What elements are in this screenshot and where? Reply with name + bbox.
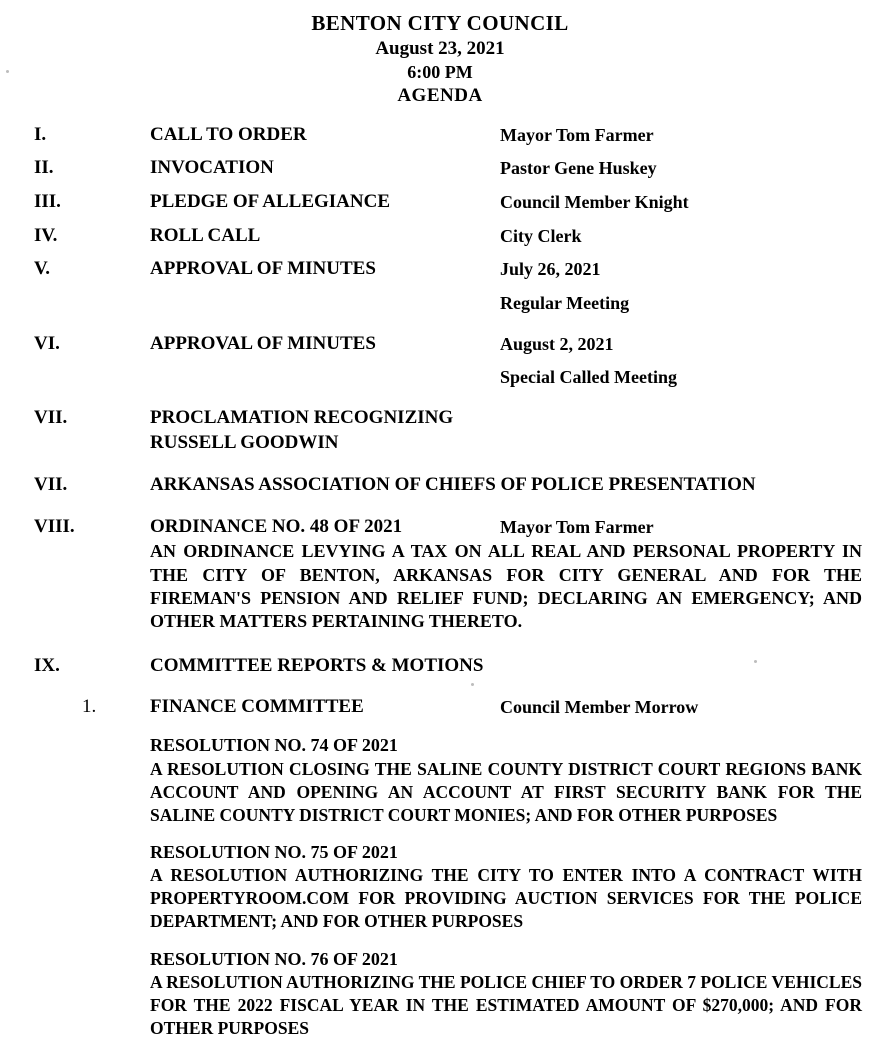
item-assignee: Mayor Tom Farmer bbox=[500, 515, 862, 539]
item-subject: CALL TO ORDER bbox=[150, 123, 500, 148]
item-assignee: Mayor Tom Farmer bbox=[500, 123, 862, 147]
meeting-time: 6:00 PM bbox=[0, 61, 880, 84]
item-subject: COMMITTEE REPORTS & MOTIONS bbox=[150, 654, 862, 679]
resolution-75 bbox=[150, 841, 862, 934]
item-assignee: August 2, 2021 bbox=[500, 334, 614, 354]
agenda-item-pledge-of-allegiance bbox=[34, 190, 862, 215]
item-assignee-detail: Regular Meeting bbox=[500, 291, 862, 315]
agenda-item-call-to-order bbox=[34, 123, 862, 148]
item-assignee: July 26, 2021 bbox=[500, 259, 601, 279]
item-assignee-detail: Special Called Meeting bbox=[500, 365, 862, 389]
scan-artifact-dot bbox=[6, 70, 9, 73]
agenda-item-invocation bbox=[34, 156, 862, 181]
document-title: BENTON CITY COUNCIL bbox=[0, 10, 880, 37]
agenda-item-ordinance-48 bbox=[34, 515, 862, 634]
item-assignee: City Clerk bbox=[500, 224, 862, 248]
item-numeral: I. bbox=[34, 123, 150, 148]
item-numeral: VIII. bbox=[34, 515, 150, 540]
item-assignee: Pastor Gene Huskey bbox=[500, 156, 862, 180]
resolution-heading: RESOLUTION NO. 75 OF 2021 bbox=[150, 841, 862, 864]
item-assignee: Council Member Knight bbox=[500, 190, 862, 214]
resolution-text: A RESOLUTION AUTHORIZING THE POLICE CHIEF TO ORDER 7 POLICE VEHICLES FOR THE 2022 FISCAL YEAR IN THE ESTIMATED AMOUNT OF $270,000; AND FOR OTHER PURPOSES bbox=[150, 971, 862, 1040]
agenda-item-committee-reports bbox=[34, 654, 862, 679]
ordinance-text: AN ORDINANCE LEVYING A TAX ON ALL REAL AND PERSONAL PROPERTY IN THE CITY OF BENTON, ARKANSAS FOR CITY GENERAL AND FOR THE FIREMAN'S PENSION AND RELIEF FUND; DECLARING AN EMERGENCY; AND OTHER MATTERS PERTAINING THERETO. bbox=[150, 540, 862, 634]
item-subject-line-2: RUSSELL GOODWIN bbox=[150, 431, 862, 456]
item-subject: ARKANSAS ASSOCIATION OF CHIEFS OF POLICE PRESENTATION bbox=[150, 473, 862, 498]
item-numeral: II. bbox=[34, 156, 150, 181]
document-type: AGENDA bbox=[0, 84, 880, 108]
agenda-item-proclamation bbox=[34, 406, 862, 455]
resolution-heading: RESOLUTION NO. 76 OF 2021 bbox=[150, 948, 862, 971]
item-numeral: V. bbox=[34, 257, 150, 282]
agenda-item-approval-of-minutes-august bbox=[34, 332, 862, 390]
document-header bbox=[0, 0, 880, 109]
item-numeral: IX. bbox=[34, 654, 150, 679]
item-subject: ROLL CALL bbox=[150, 224, 500, 249]
scan-artifact-dot bbox=[754, 660, 757, 663]
item-subject: APPROVAL OF MINUTES bbox=[150, 332, 500, 357]
item-numeral: VII. bbox=[34, 473, 150, 498]
committee-number: 1. bbox=[34, 695, 150, 720]
committee-finance bbox=[34, 695, 862, 1040]
agenda-item-approval-of-minutes-july bbox=[34, 257, 862, 315]
scan-artifact-dot bbox=[471, 683, 474, 686]
resolutions-list bbox=[150, 734, 862, 1040]
item-subject-line-1: PROCLAMATION RECOGNIZING bbox=[150, 406, 862, 431]
item-subject: APPROVAL OF MINUTES bbox=[150, 257, 500, 282]
resolution-heading: RESOLUTION NO. 74 OF 2021 bbox=[150, 734, 862, 757]
item-subject: INVOCATION bbox=[150, 156, 500, 181]
resolution-76 bbox=[150, 948, 862, 1040]
item-numeral: IV. bbox=[34, 224, 150, 249]
agenda-item-chiefs-of-police-presentation bbox=[34, 473, 862, 498]
resolution-text: A RESOLUTION AUTHORIZING THE CITY TO ENTER INTO A CONTRACT WITH PROPERTYROOM.COM FOR PROVIDING AUCTION SERVICES FOR THE POLICE DEPARTMENT; AND FOR OTHER PURPOSES bbox=[150, 864, 862, 933]
item-numeral: VI. bbox=[34, 332, 150, 357]
item-subject: ORDINANCE NO. 48 OF 2021 bbox=[150, 515, 500, 540]
resolution-text: A RESOLUTION CLOSING THE SALINE COUNTY DISTRICT COURT REGIONS BANK ACCOUNT AND OPENING AN ACCOUNT AT FIRST SECURITY BANK FOR THE SALINE COUNTY DISTRICT COURT MONIES; AND FOR OTHER PURPOSES bbox=[150, 758, 862, 827]
meeting-date: August 23, 2021 bbox=[0, 37, 880, 61]
resolution-74 bbox=[150, 734, 862, 827]
agenda-items-list bbox=[0, 109, 880, 1040]
item-subject: PLEDGE OF ALLEGIANCE bbox=[150, 190, 500, 215]
item-numeral: VII. bbox=[34, 406, 150, 431]
agenda-item-roll-call bbox=[34, 224, 862, 249]
committee-assignee: Council Member Morrow bbox=[500, 695, 862, 719]
item-numeral: III. bbox=[34, 190, 150, 215]
committee-name: FINANCE COMMITTEE bbox=[150, 695, 500, 720]
